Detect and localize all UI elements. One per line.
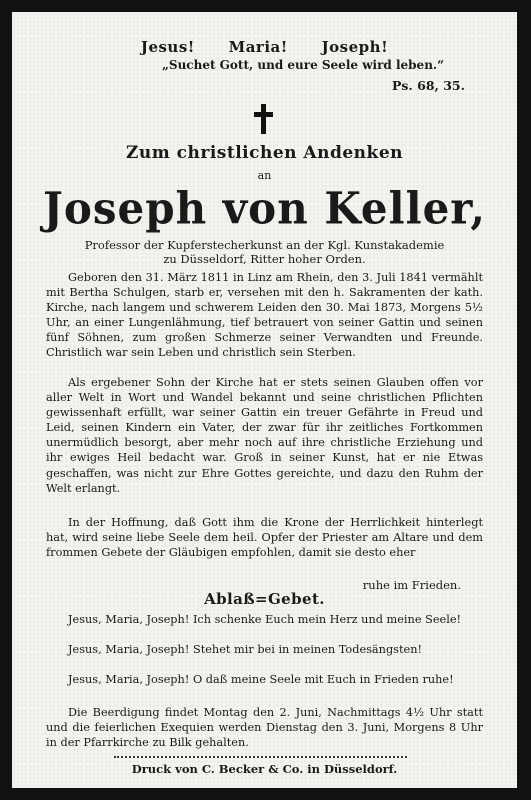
prayer-line: Jesus, Maria, Joseph! O daß meine Seele mit Euch in Frieden ruhe! xyxy=(68,673,454,686)
cross-icon xyxy=(253,104,273,134)
invocation-maria: Maria! xyxy=(228,38,288,56)
profession-line-1: Professor der Kupferstecherkunst an der Kgl. Kunstakademie xyxy=(84,238,445,252)
memorial-card xyxy=(12,12,517,788)
psalm-reference: Ps. 68, 35. xyxy=(392,78,465,93)
prayer-line: Jesus, Maria, Joseph! Stehet mir bei in meinen Todesängsten! xyxy=(68,643,423,656)
memorial-headline: Zum christlichen Andenken xyxy=(125,143,403,163)
deceased-name: Joseph von Keller, xyxy=(43,182,486,235)
prayer-heading: Ablaß=Gebet. xyxy=(204,590,325,608)
invocation-header xyxy=(12,38,517,56)
prayer-line: Jesus, Maria, Joseph! Ich schenke Euch mein Herz und meine Seele! xyxy=(68,613,462,626)
motto-quote: „Suchet Gott, und eure Seele wird leben.“ xyxy=(162,58,444,72)
hope-paragraph: In der Hoffnung, daß Gott ihm die Krone der Herrlichkeit hinterlegt hat, wird seine liebe Seele dem heil. Opfer der Priester am Altare und dem frommen Gebete der Gläubigen empfohlen, damit sie desto eher xyxy=(46,516,483,560)
character-paragraph: Als ergebener Sohn der Kirche hat er stets seinen Glauben offen vor aller Welt in Wort und Wandel bekannt und seine christlichen Pflichten gewissenhaft erfüllt, war seiner Gattin ein treuer Gefährte in Freud und Leid, seinen Kindern ein Vater, der zwar für ihr zeitliches Fortkommen unermüdlich besorgt, aber mehr noch auf ihre christliche Erziehung und ihr ewiges Heil bedacht war. Groß in seiner Kunst, hat er nie Etwas geschaffen, was nicht zur Ehre Gottes gereichte, und dazu den Ruhm der Welt erlangt. xyxy=(46,376,483,495)
rest-in-peace: ruhe im Frieden. xyxy=(362,578,461,592)
invocation-joseph: Joseph! xyxy=(321,38,389,56)
burial-notice: Die Beerdigung findet Montag den 2. Juni, Nachmittags 4½ Uhr statt und die feierlichen Exequien werden Dienstag den 3. Juni, Morgens 8 Uhr in der Pfarrkirche zu Bilk gehalten. xyxy=(46,706,483,750)
footer-divider xyxy=(114,756,407,758)
preposition: an xyxy=(257,169,272,182)
profession-line-2: zu Düsseldorf, Ritter hoher Orden. xyxy=(163,252,366,266)
invocation-jesus: Jesus! xyxy=(140,38,195,56)
printer-imprint: Druck von C. Becker & Co. in Düsseldorf. xyxy=(131,762,398,776)
biography-paragraph: Geboren den 31. März 1811 in Linz am Rhein, den 3. Juli 1841 vermählt mit Bertha Schulgen, starb er, versehen mit den h. Sakramenten der kath. Kirche, nach langem und schwerem Leiden den 30. Mai 1873, Morgens 5½ Uhr, an einer Lungenlähmung, tief betrauert von seiner Gattin und seinen fünf Söhnen, zum großen Schmerze seiner Verwandten und Freunde. Christlich war sein Leben und christlich sein Sterben. xyxy=(46,271,483,360)
